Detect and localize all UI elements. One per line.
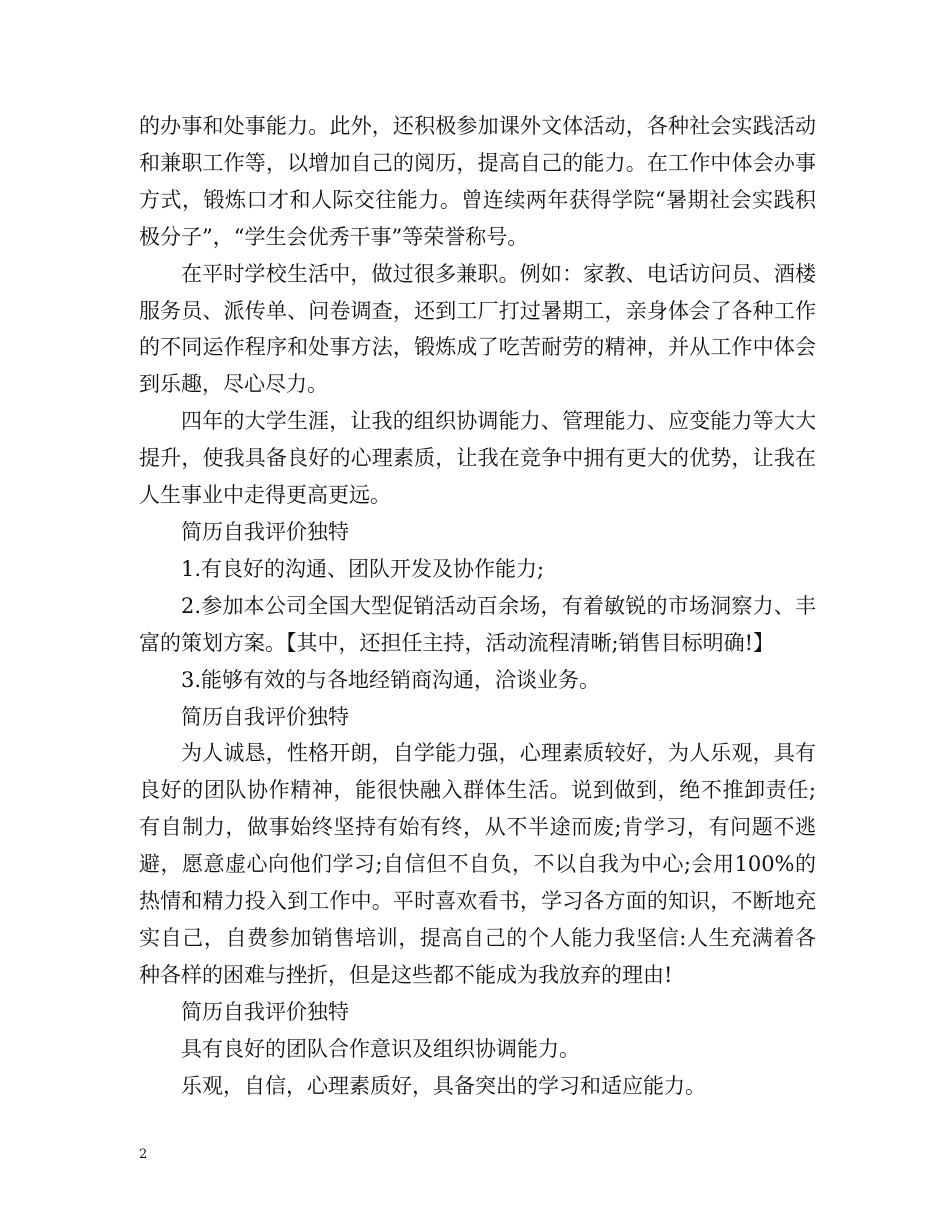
document-body [139,108,816,1104]
list-item-3: 3.能够有效的与各地经销商沟通，洽谈业务。 [181,667,601,692]
section-heading-1: 简历自我评价独特 [181,519,349,544]
list-item-2: 2.参加本公司全国大型促销活动百余场，有着敏锐的市场洞察力、丰富的策划方案。【其中，还担任主持，活动流程清晰;销售目标明确!】 [139,593,816,655]
paragraph-6: 乐观，自信，心理素质好，具备突出的学习和适应能力。 [181,1073,706,1098]
paragraph-1: 的办事和处事能力。此外，还积极参加课外文体活动，各种社会实践活动和兼职工作等，以增加自己的阅历，提高自己的能力。在工作中体会办事方式，锻炼口才和人际交往能力。曾连续两年获得学院“暑期社会实践积极分子”，“学生会优秀干事”等荣誉称号。 [139,114,816,249]
section-heading-3: 简历自我评价独特 [181,999,349,1024]
list-item-1: 1.有良好的沟通、团队开发及协作能力; [181,556,545,581]
paragraph-4: 为人诚恳，性格开朗，自学能力强，心理素质较好，为人乐观，具有良好的团队协作精神，能很快融入群体生活。说到做到，绝不推卸责任;有自制力，做事始终坚持有始有终，从不半途而废;肯学习，有问题不逃避，愿意虚心向他们学习;自信但不自负，不以自我为中心;会用100%的热情和精力投入到工作中。平时喜欢看书，学习各方面的知识，不断地充实自己，自费参加销售培训，提高自己的个人能力我坚信:人生充满着各种各样的困难与挫折，但是这些都不能成为我放弃的理由! [139,741,816,987]
paragraph-3: 四年的大学生涯，让我的组织协调能力、管理能力、应变能力等大大提升，使我具备良好的心理素质，让我在竞争中拥有更大的优势，让我在人生事业中走得更高更远。 [139,409,816,508]
paragraph-5: 具有良好的团队合作意识及组织协调能力。 [181,1036,580,1061]
section-heading-2: 简历自我评价独特 [181,704,349,729]
page-number: 2 [139,1147,148,1162]
paragraph-2: 在平时学校生活中，做过很多兼职。例如：家教、电话访问员、酒楼服务员、派传单、问卷调查，还到工厂打过暑期工，亲身体会了各种工作的不同运作程序和处事方法，锻炼成了吃苦耐劳的精神，并从工作中体会到乐趣，尽心尽力。 [139,261,816,397]
